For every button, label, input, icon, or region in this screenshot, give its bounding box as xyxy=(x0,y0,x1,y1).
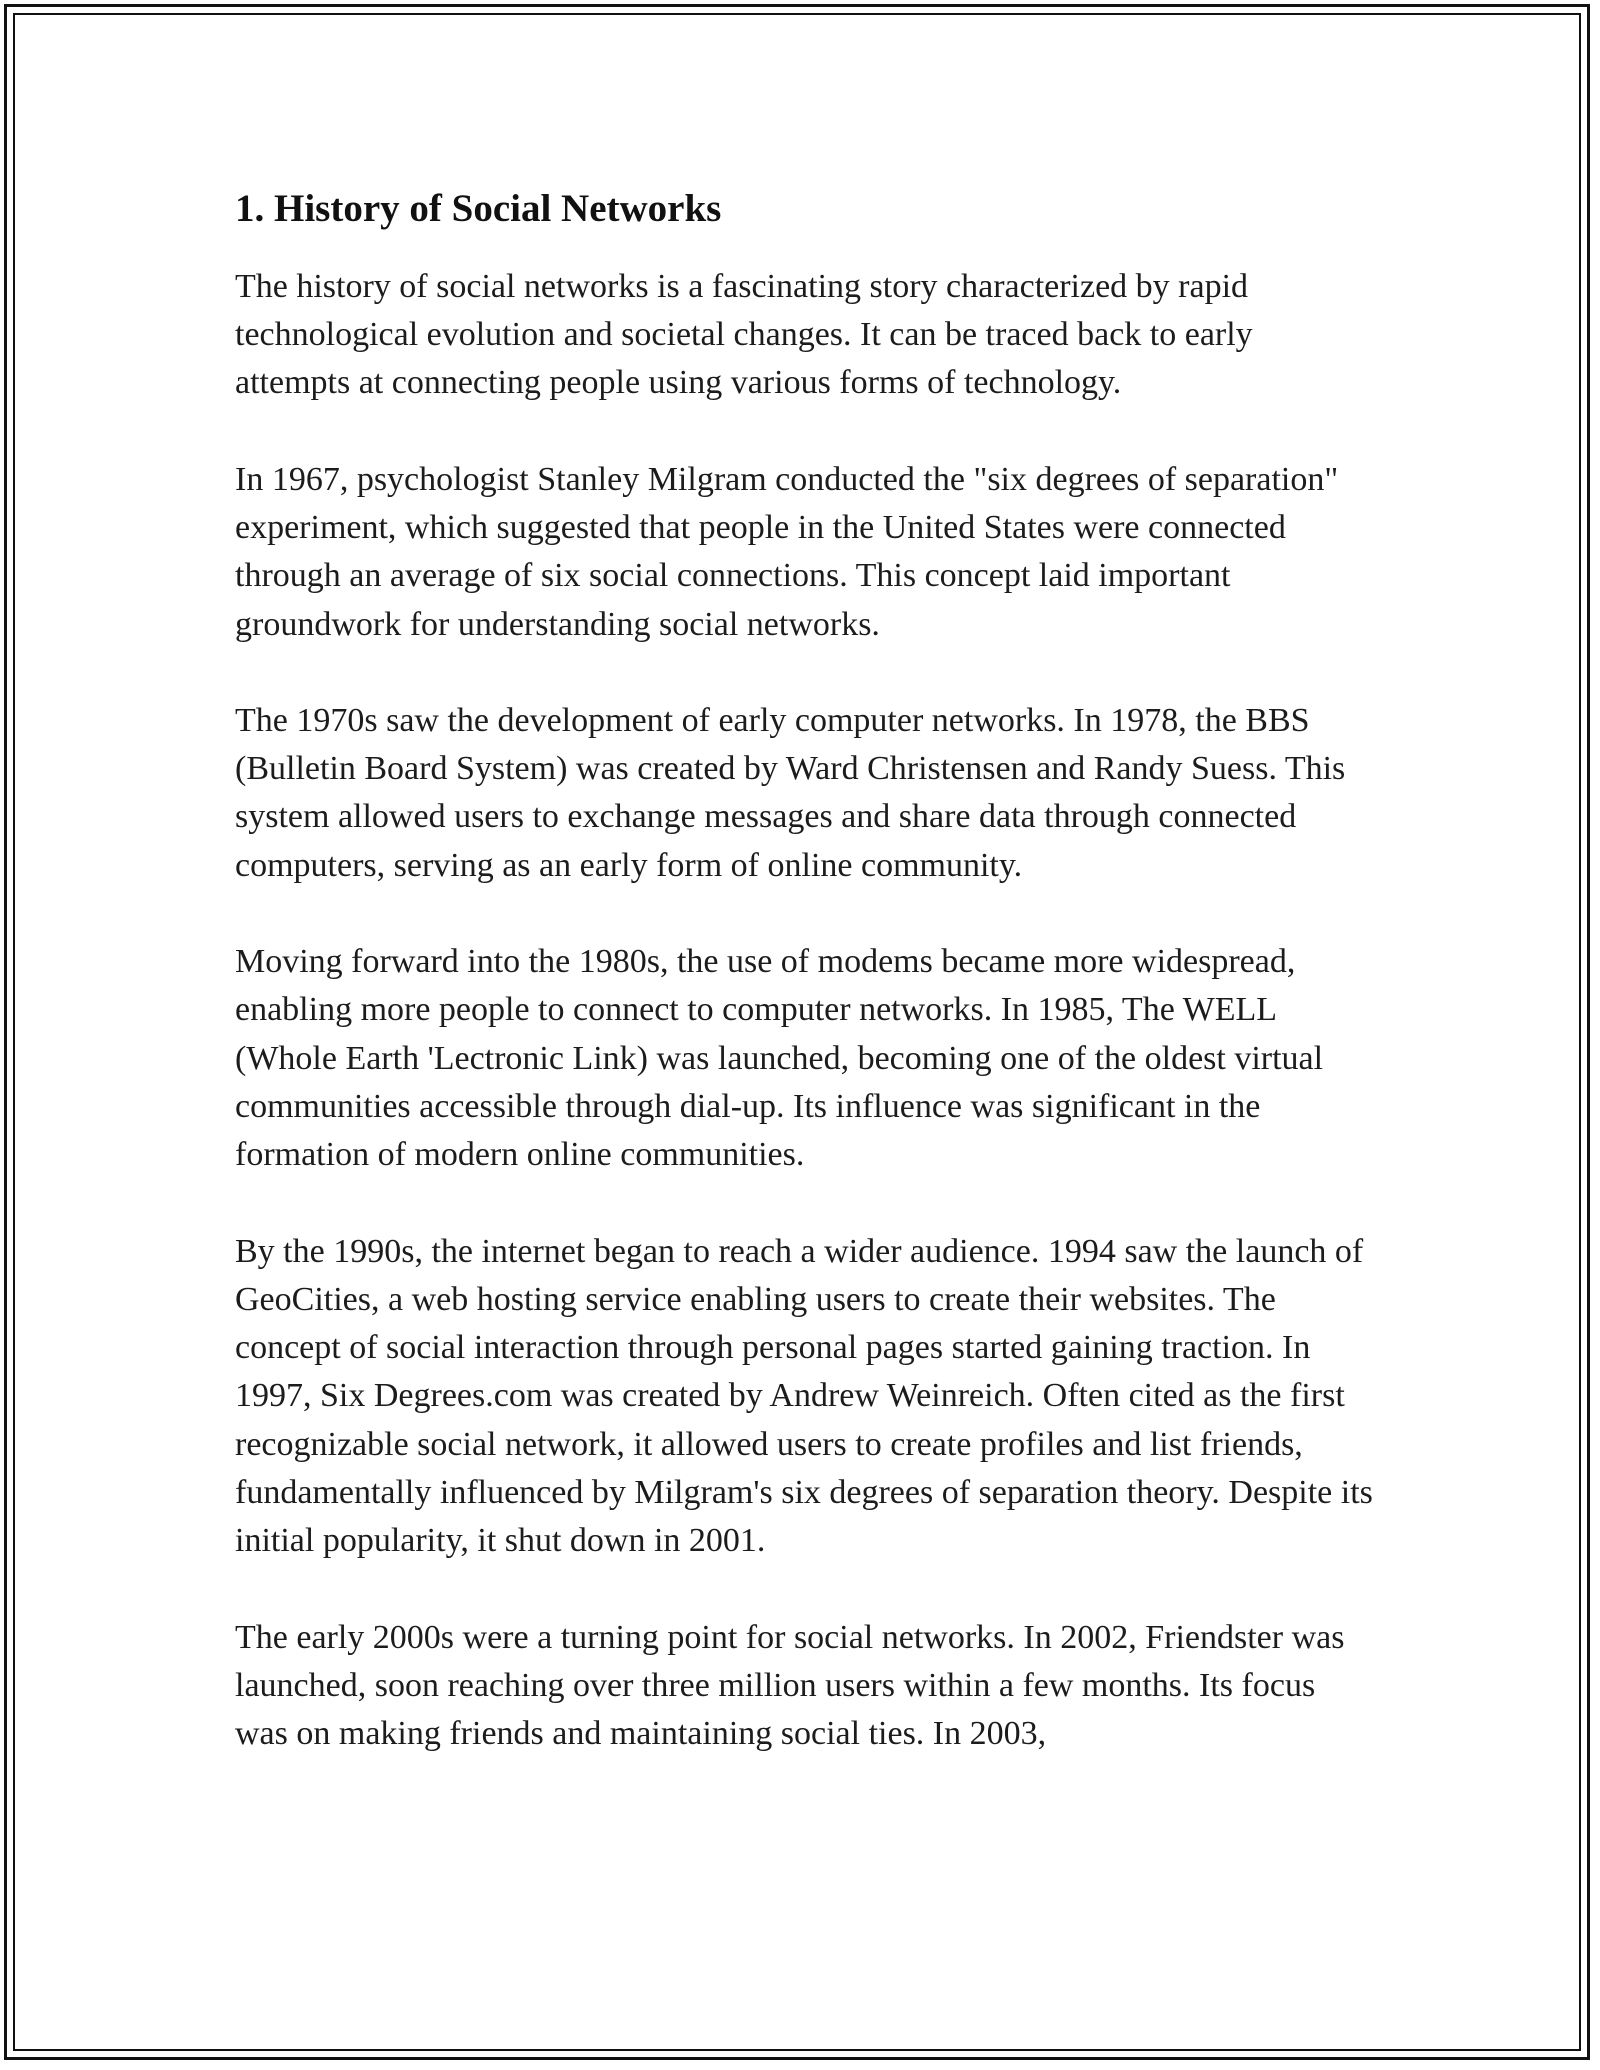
paragraph-1970s: The 1970s saw the development of early computer networks. In 1978, the BBS (Bulletin Board System) was created by Ward Christensen and Randy Suess. This system allowed users to exchange messages and share data through connected computers, serving as an early form of online community. xyxy=(235,701,1346,884)
paragraph-2000s: The early 2000s were a turning point for social networks. In 2002, Friendster was launched, soon reaching over three million users within a few months. Its focus was on making friends and maintaining social ties. In 2003, xyxy=(235,1618,1345,1753)
document-body xyxy=(235,186,1375,1759)
paragraph-1990s: By the 1990s, the internet began to reach a wider audience. 1994 saw the launch of GeoCities, a web hosting service enabling users to create their websites. The concept of social interaction through personal pages started gaining traction. In 1997, Six Degrees.com was created by Andrew Weinreich. Often cited as the first recognizable social network, it allowed users to create profiles and list friends, fundamentally influenced by Milgram's six degrees of separation theory. Despite its initial popularity, it shut down in 2001. xyxy=(235,1232,1373,1560)
section-heading: 1. History of Social Networks xyxy=(235,187,722,230)
paragraph-1980s: Moving forward into the 1980s, the use of modems became more widespread, enabling more people to connect to computer networks. In 1985, The WELL (Whole Earth 'Lectronic Link) was launched, becoming one of the oldest virtual communities accessible through dial-up. Its influence was significant in the formation of modern online communities. xyxy=(235,943,1324,1174)
paragraph-intro: The history of social networks is a fascinating story characterized by rapid technological evolution and societal changes. It can be traced back to early attempts at connecting people using various forms of technology. xyxy=(235,267,1253,402)
paragraph-milgram: In 1967, psychologist Stanley Milgram conducted the "six degrees of separation" experiment, which suggested that people in the United States were connected through an average of six social connections. This concept laid important groundwork for understanding social networks. xyxy=(235,460,1339,643)
